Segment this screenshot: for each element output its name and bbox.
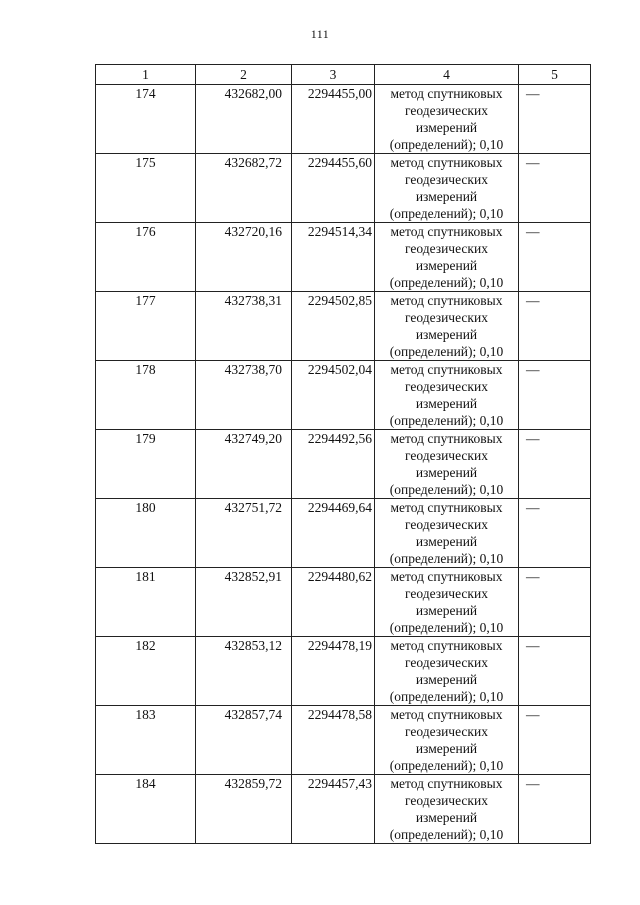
point-cell: 175 xyxy=(96,154,196,223)
x-coordinate-cell: 432853,12 xyxy=(196,637,292,706)
table-row xyxy=(96,85,591,154)
header-col-2: 2 xyxy=(196,65,292,85)
note-cell: — xyxy=(519,568,591,637)
table-row xyxy=(96,223,591,292)
point-cell: 182 xyxy=(96,637,196,706)
table-row xyxy=(96,499,591,568)
y-coordinate-cell: 2294478,19 xyxy=(292,637,375,706)
method-cell: метод спутниковых геодезических измерений (определений); 0,10 xyxy=(375,292,519,361)
method-cell: метод спутниковых геодезических измерений (определений); 0,10 xyxy=(375,154,519,223)
point-cell: 179 xyxy=(96,430,196,499)
x-coordinate-cell: 432682,00 xyxy=(196,85,292,154)
y-coordinate-cell: 2294514,34 xyxy=(292,223,375,292)
point-cell: 183 xyxy=(96,706,196,775)
point-cell: 177 xyxy=(96,292,196,361)
table-row xyxy=(96,361,591,430)
x-coordinate-cell: 432738,31 xyxy=(196,292,292,361)
point-cell: 176 xyxy=(96,223,196,292)
point-cell: 178 xyxy=(96,361,196,430)
method-cell: метод спутниковых геодезических измерений (определений); 0,10 xyxy=(375,85,519,154)
note-cell: — xyxy=(519,706,591,775)
y-coordinate-cell: 2294478,58 xyxy=(292,706,375,775)
method-cell: метод спутниковых геодезических измерений (определений); 0,10 xyxy=(375,223,519,292)
table-row xyxy=(96,568,591,637)
point-cell: 184 xyxy=(96,775,196,844)
note-cell: — xyxy=(519,430,591,499)
x-coordinate-cell: 432852,91 xyxy=(196,568,292,637)
method-cell: метод спутниковых геодезических измерений (определений); 0,10 xyxy=(375,430,519,499)
table-row xyxy=(96,775,591,844)
x-coordinate-cell: 432859,72 xyxy=(196,775,292,844)
method-cell: метод спутниковых геодезических измерений (определений); 0,10 xyxy=(375,775,519,844)
y-coordinate-cell: 2294480,62 xyxy=(292,568,375,637)
table-body xyxy=(96,85,591,844)
table-row xyxy=(96,637,591,706)
method-cell: метод спутниковых геодезических измерений (определений); 0,10 xyxy=(375,361,519,430)
table-row xyxy=(96,154,591,223)
note-cell: — xyxy=(519,499,591,568)
note-cell: — xyxy=(519,361,591,430)
table-row xyxy=(96,430,591,499)
method-cell: метод спутниковых геодезических измерений (определений); 0,10 xyxy=(375,499,519,568)
page-number: 111 xyxy=(310,27,330,41)
y-coordinate-cell: 2294455,60 xyxy=(292,154,375,223)
point-cell: 181 xyxy=(96,568,196,637)
x-coordinate-cell: 432749,20 xyxy=(196,430,292,499)
coordinates-table xyxy=(95,64,591,844)
y-coordinate-cell: 2294492,56 xyxy=(292,430,375,499)
x-coordinate-cell: 432738,70 xyxy=(196,361,292,430)
x-coordinate-cell: 432857,74 xyxy=(196,706,292,775)
y-coordinate-cell: 2294455,00 xyxy=(292,85,375,154)
y-coordinate-cell: 2294502,04 xyxy=(292,361,375,430)
x-coordinate-cell: 432682,72 xyxy=(196,154,292,223)
note-cell: — xyxy=(519,154,591,223)
y-coordinate-cell: 2294502,85 xyxy=(292,292,375,361)
note-cell: — xyxy=(519,775,591,844)
header-col-3: 3 xyxy=(292,65,375,85)
table-row xyxy=(96,706,591,775)
table-header-row xyxy=(96,65,591,85)
method-cell: метод спутниковых геодезических измерений (определений); 0,10 xyxy=(375,568,519,637)
note-cell: — xyxy=(519,85,591,154)
header-col-4: 4 xyxy=(375,65,519,85)
y-coordinate-cell: 2294457,43 xyxy=(292,775,375,844)
note-cell: — xyxy=(519,637,591,706)
point-cell: 180 xyxy=(96,499,196,568)
y-coordinate-cell: 2294469,64 xyxy=(292,499,375,568)
method-cell: метод спутниковых геодезических измерений (определений); 0,10 xyxy=(375,637,519,706)
note-cell: — xyxy=(519,223,591,292)
table-row xyxy=(96,292,591,361)
method-cell: метод спутниковых геодезических измерений (определений); 0,10 xyxy=(375,706,519,775)
header-col-1: 1 xyxy=(96,65,196,85)
point-cell: 174 xyxy=(96,85,196,154)
x-coordinate-cell: 432751,72 xyxy=(196,499,292,568)
note-cell: — xyxy=(519,292,591,361)
header-col-5: 5 xyxy=(519,65,591,85)
x-coordinate-cell: 432720,16 xyxy=(196,223,292,292)
